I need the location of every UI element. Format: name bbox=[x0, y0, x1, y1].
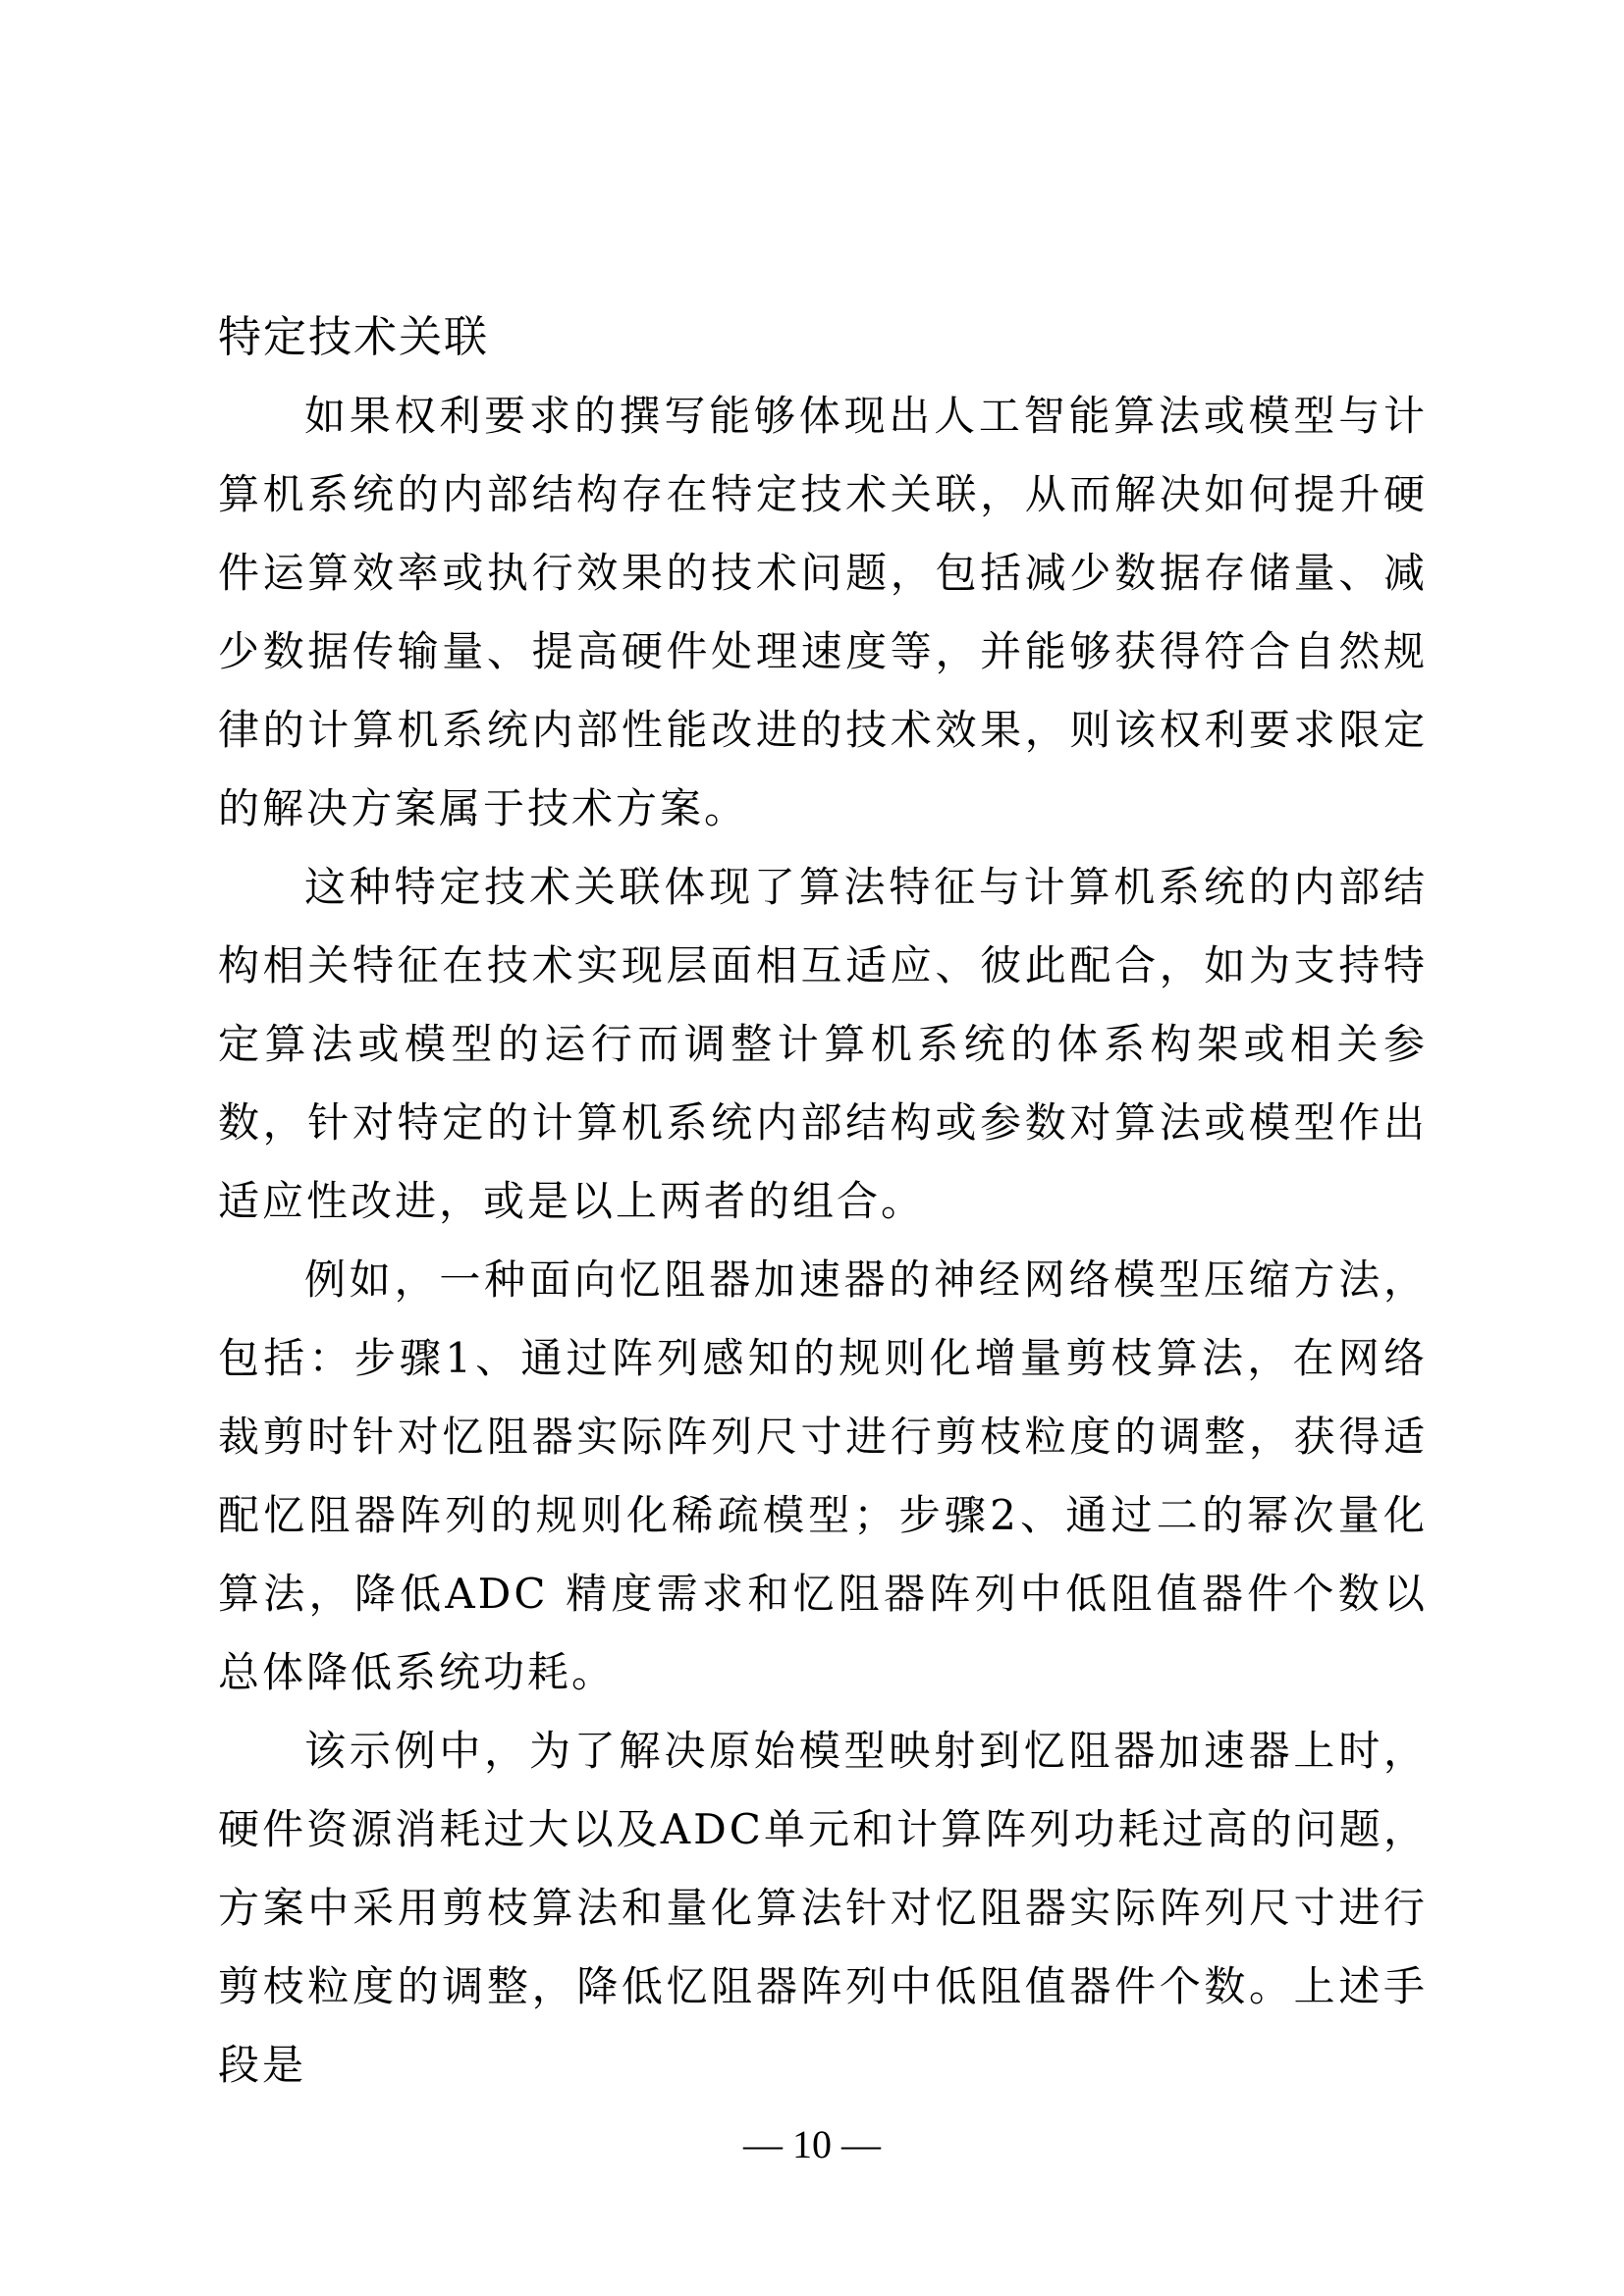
paragraph-technical-association: 如果权利要求的撰写能够体现出人工智能算法或模型与计算机系统的内部结构存在特定技术关联，从而解决如何提升硬件运算效率或执行效果的技术问题，包括减少数据存储量、减少数据传输量、提高硬件处理速度等，并能够获得符合自然规律的计算机系统内部性能改进的技术效果，则该权利要求限定的解决方案属于技术方案。 bbox=[218, 392, 1428, 832]
page-body bbox=[218, 298, 1428, 2105]
section-heading: 特定技术关联 bbox=[218, 312, 489, 362]
page-number: — 10 — bbox=[743, 2122, 881, 2166]
paragraph-example-analysis: 该示例中，为了解决原始模型映射到忆阻器加速器上时，硬件资源消耗过大以及ADC单元和计算阵列功耗过高的问题，方案中采用剪枝算法和量化算法针对忆阻器实际阵列尺寸进行剪枝粒度的调整，降低忆阻器阵列中低阻值器件个数。上述手段是 bbox=[218, 1727, 1428, 2089]
paragraph-association-forms: 这种特定技术关联体现了算法特征与计算机系统的内部结构相关特征在技术实现层面相互适应、彼此配合，如为支持特定算法或模型的运行而调整计算机系统的体系构架或相关参数，针对特定的计算机系统内部结构或参数对算法或模型作出适应性改进，或是以上两者的组合。 bbox=[218, 863, 1428, 1225]
paragraph-example-method: 例如，一种面向忆阻器加速器的神经网络模型压缩方法，包括：步骤1、通过阵列感知的规则化增量剪枝算法，在网络裁剪时针对忆阻器实际阵列尺寸进行剪枝粒度的调整，获得适配忆阻器阵列的规则化稀疏模型；步骤2、通过二的幂次量化算法，降低ADC 精度需求和忆阻器阵列中低阻值器件个数以总体降低系统功耗。 bbox=[218, 1255, 1428, 1696]
